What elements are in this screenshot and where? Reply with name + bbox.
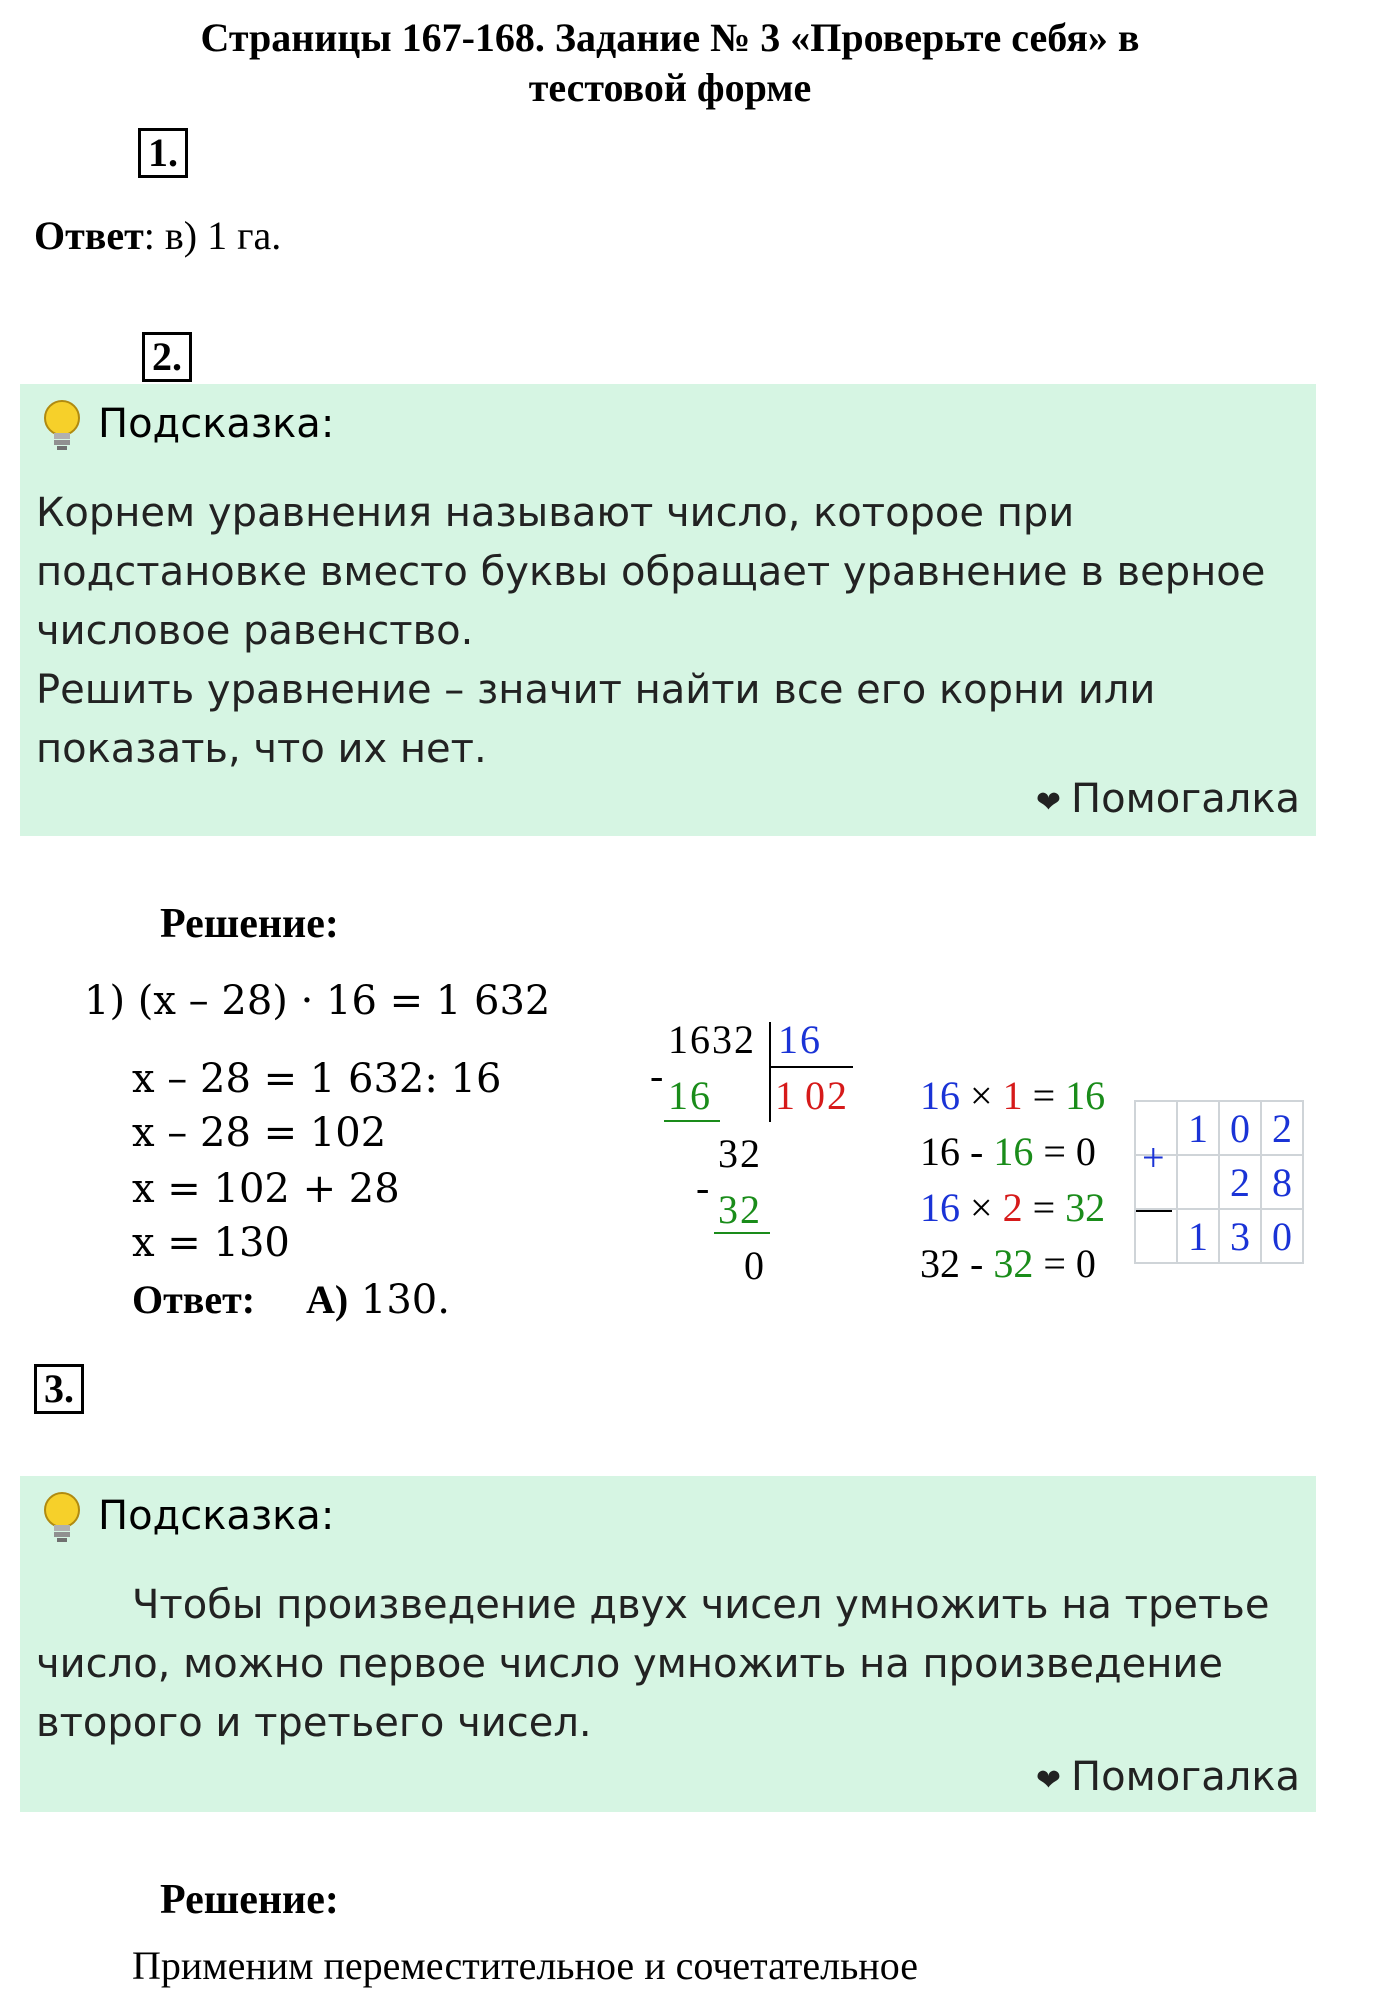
minus-sign: - <box>696 1165 710 1210</box>
answer-label: Ответ <box>34 213 144 258</box>
equation-step: x – 28 = 102 <box>132 1110 387 1156</box>
lightbulb-icon <box>38 398 86 454</box>
task-number-2: 2. <box>142 332 192 382</box>
solution-title: Решение: <box>160 901 339 947</box>
hint-line: Решить уравнение – значит найти все его корни или <box>36 667 1156 713</box>
page-title-line2: тестовой форме <box>528 65 812 110</box>
hint-title: Подсказка: <box>98 1493 335 1539</box>
subtrahend-2: 32 <box>718 1187 762 1232</box>
answer-value: : в) 1 га. <box>143 213 282 258</box>
hint-line: показать, что их нет. <box>36 726 487 772</box>
subtrahend-1: 16 <box>668 1073 712 1118</box>
equation-step: x – 28 = 1 632: 16 <box>132 1056 502 1102</box>
answer-value: 130. <box>360 1277 450 1323</box>
hint-line: второго и третьего чисел. <box>36 1700 592 1746</box>
hint-line: числовое равенство. <box>36 608 474 654</box>
underline-1 <box>664 1120 720 1122</box>
remainder-2: 0 <box>744 1243 764 1288</box>
quotient <box>775 1072 849 1119</box>
task-number-1: 1. <box>138 128 188 178</box>
answer-label: Ответ: <box>132 1277 256 1322</box>
lightbulb-icon <box>38 1490 86 1546</box>
column-addition-grid: 1 0 2 2 8 1 3 0 <box>1134 1100 1304 1264</box>
hint-title: Подсказка: <box>98 401 335 447</box>
hint-line: Чтобы произведение двух чисел умножить на третье <box>132 1582 1270 1628</box>
answer-option: А) <box>305 1277 349 1322</box>
helper-link[interactable]: ❤ Помогалка <box>1035 776 1300 822</box>
equation-step: x = 130 <box>132 1220 290 1266</box>
plus-sign: + <box>1142 1135 1165 1180</box>
hint-box-task3 <box>20 1476 1316 1812</box>
minus-sign: - <box>650 1053 664 1098</box>
divisor: 16 <box>778 1017 822 1062</box>
check-row: 16 × 1 = 16 <box>920 1073 1106 1118</box>
underline-2 <box>714 1232 770 1234</box>
hint-line: подстановке вместо буквы обращает уравнение в верное <box>36 549 1266 595</box>
equation: 1) (x – 28) · 16 = 1 632 <box>84 978 551 1024</box>
equation-step: x = 102 + 28 <box>132 1166 400 1212</box>
division-bar-vertical <box>769 1022 771 1122</box>
division-bar-horizontal <box>771 1066 853 1068</box>
solution-text: Применим переместительное и сочетательное <box>132 1943 918 1988</box>
check-row: 16 - 16 = 0 <box>920 1129 1096 1174</box>
hint-box-task2 <box>20 384 1316 836</box>
heart-icon: ❤ <box>1035 785 1062 820</box>
quotient-digit: 1 <box>775 1073 795 1118</box>
task2-answer <box>132 1276 450 1323</box>
task1-answer <box>34 212 281 259</box>
hint-line: число, можно первое число умножить на произведение <box>36 1641 1223 1687</box>
sum-line <box>1136 1210 1172 1212</box>
task-number-3: 3. <box>34 1364 84 1414</box>
dividend: 1632 <box>668 1017 756 1062</box>
page-title-line1: Страницы 167-168. Задание № 3 «Проверьте себя» в <box>200 15 1140 60</box>
remainder-1: 32 <box>718 1131 762 1176</box>
helper-link[interactable]: ❤ Помогалка <box>1035 1754 1300 1800</box>
hint-line: Корнем уравнения называют число, которое при <box>36 490 1075 536</box>
check-row: 32 - 32 = 0 <box>920 1241 1096 1286</box>
solution-title: Решение: <box>160 1877 339 1923</box>
heart-icon: ❤ <box>1035 1763 1062 1798</box>
quotient-digits: 02 <box>805 1073 849 1118</box>
check-row: 16 × 2 = 32 <box>920 1185 1106 1230</box>
